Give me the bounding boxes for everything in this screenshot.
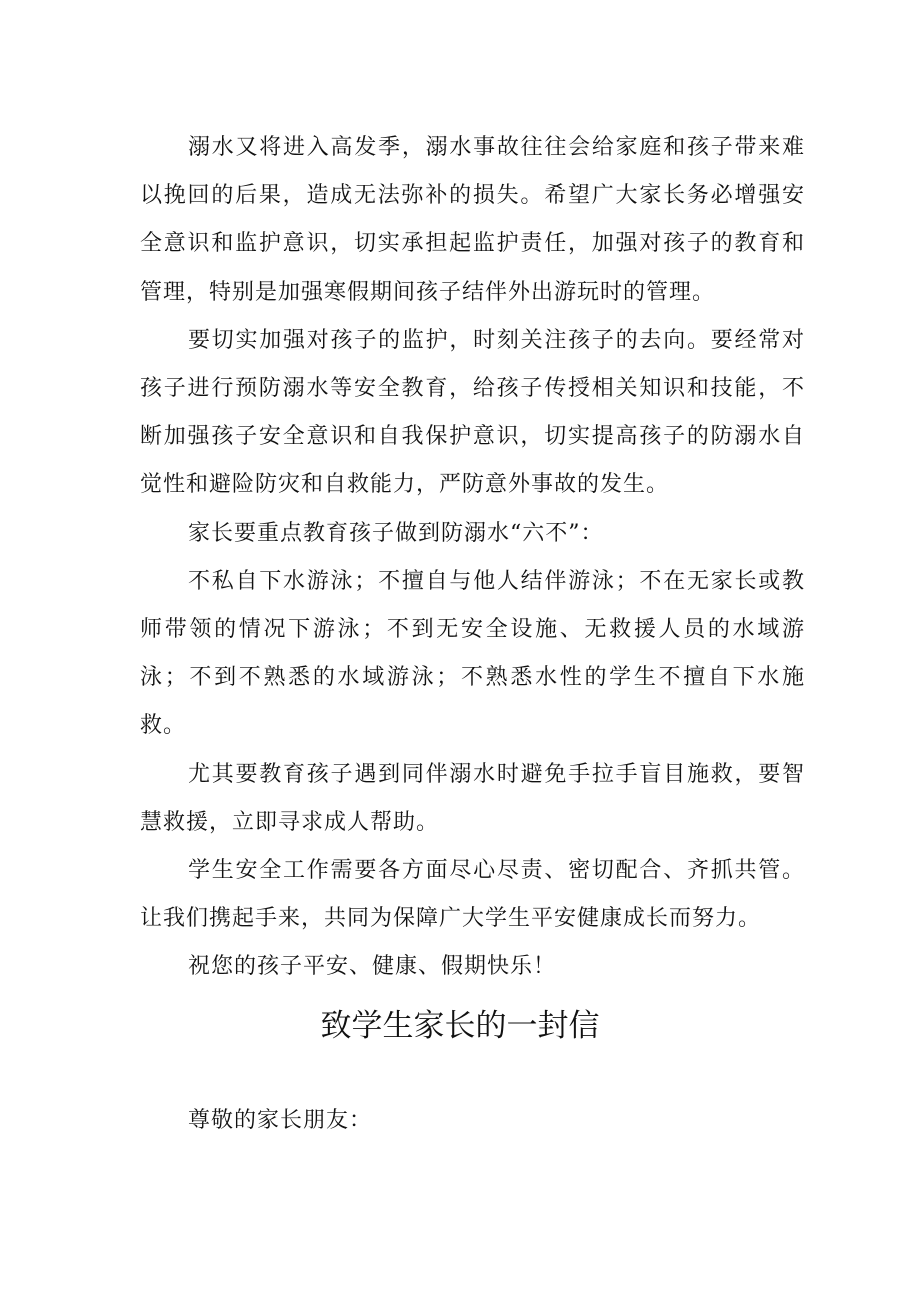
- letter-title: 致学生家长的一封信: [320, 1008, 600, 1044]
- paragraph-7: 祝您的孩子平安、健康、假期快乐！: [188, 954, 557, 980]
- paragraph-3: 家长要重点教育孩子做到防溺水“六不”：: [188, 520, 604, 546]
- paragraph-5: 尤其要教育孩子遇到同伴溺水时避免手拉手盲目施救，要智慧救援，立即寻求成人帮助。: [140, 761, 805, 835]
- letter-body: [140, 124, 805, 992]
- salutation: 尊敬的家长朋友：: [188, 1108, 373, 1133]
- paragraph-2: 要切实加强对孩子的监护，时刻关注孩子的去向。要经常对孩子进行预防溺水等安全教育，给孩子传授相关知识和技能，不断加强孩子安全意识和自我保护意识，切实提高孩子的防溺水自觉性和避险防灾和自救能力，严防意外事故的发生。: [140, 327, 805, 498]
- paragraph-1: 溺水又将进入高发季，溺水事故往往会给家庭和孩子带来难以挽回的后果，造成无法弥补的损失。希望广大家长务必增强安全意识和监护意识，切实承担起监护责任，加强对孩子的教育和管理，特别是加强寒假期间孩子结伴外出游玩时的管理。: [140, 135, 805, 305]
- paragraph-4: 不私自下水游泳；不擅自与他人结伴游泳；不在无家长或教师带领的情况下游泳；不到无安全设施、无救援人员的水域游泳；不到不熟悉的水域游泳；不熟悉水性的学生不擅自下水施救。: [140, 568, 805, 739]
- paragraph-6: 学生安全工作需要各方面尽心尽责、密切配合、齐抓共管。让我们携起手来，共同为保障广大学生平安健康成长而努力。: [140, 858, 805, 932]
